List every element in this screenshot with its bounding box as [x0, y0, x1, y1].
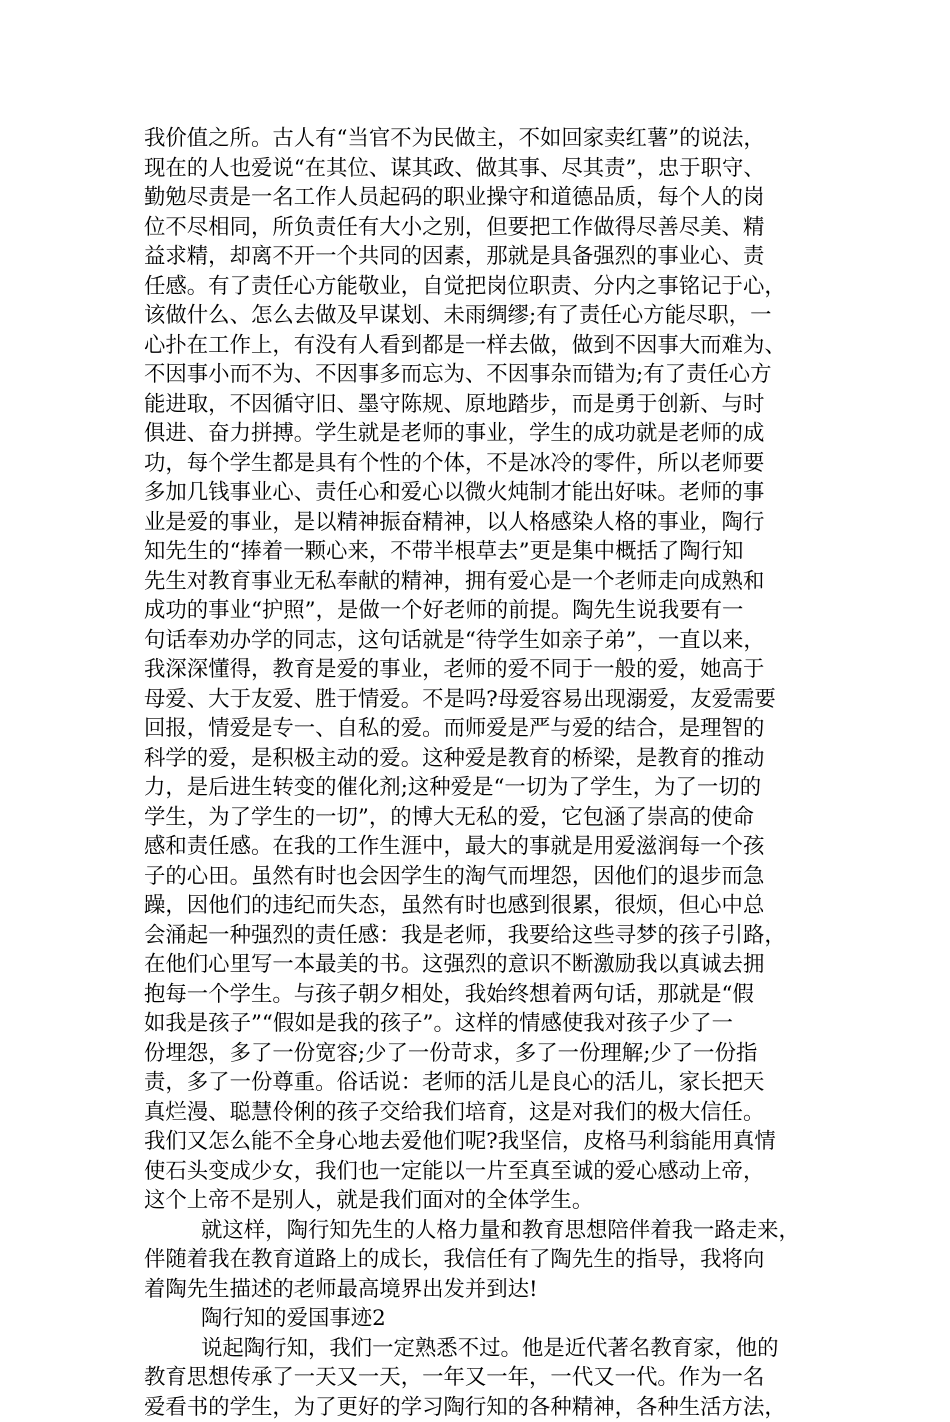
text-line: 科学的爱，是积极主动的爱。这种爱是教育的桥梁，是教育的推动 [144, 744, 832, 774]
text-line: 益求精，却离不开一个共同的因素，那就是具备强烈的事业心、责 [144, 242, 832, 272]
text-line: 子的心田。虽然有时也会因学生的淘气而埋怨，因他们的退步而急 [144, 862, 832, 892]
text-line: 知先生的“捧着一颗心来，不带半根草去”更是集中概括了陶行知 [144, 537, 832, 567]
text-line: 责，多了一份尊重。俗话说：老师的活儿是良心的活儿，家长把天 [144, 1068, 832, 1098]
text-line: 份埋怨，多了一份宽容;少了一份苛求，多了一份理解;少了一份指 [144, 1039, 832, 1069]
section-heading: 陶行知的爱国事迹2 [144, 1304, 832, 1334]
text-line: 俱进、奋力拼搏。学生就是老师的事业，学生的成功就是老师的成 [144, 419, 832, 449]
text-line: 抱每一个学生。与孩子朝夕相处，我始终想着两句话，那就是“假 [144, 980, 832, 1010]
text-line: 爱看书的学生，为了更好的学习陶行知的各种精神，各种生活方法， [144, 1393, 832, 1422]
text-line: 成功的事业“护照”，是做一个好老师的前提。陶先生说我要有一 [144, 596, 832, 626]
text-line: 这个上帝不是别人，就是我们面对的全体学生。 [144, 1186, 832, 1216]
text-line: 会涌起一种强烈的责任感：我是老师，我要给这些寻梦的孩子引路， [144, 921, 832, 951]
text-line: 句话奉劝办学的同志，这句话就是“待学生如亲子弟”，一直以来， [144, 626, 832, 656]
text-line: 业是爱的事业，是以精神振奋精神，以人格感染人格的事业，陶行 [144, 508, 832, 538]
paragraph-start-line: 就这样，陶行知先生的人格力量和教育思想陪伴着我一路走来， [144, 1216, 832, 1246]
text-line: 使石头变成少女，我们也一定能以一片至真至诚的爱心感动上帝， [144, 1157, 832, 1187]
text-line: 能进取，不因循守旧、墨守陈规、原地踏步，而是勇于创新、与时 [144, 390, 832, 420]
text-line: 躁，因他们的违纪而失态，虽然有时也感到很累，很烦，但心中总 [144, 891, 832, 921]
text-line: 该做什么、怎么去做及早谋划、未雨绸缪;有了责任心方能尽职，一 [144, 301, 832, 331]
text-line: 心扑在工作上，有没有人看到都是一样去做，做到不因事大而难为、 [144, 331, 832, 361]
text-line: 如我是孩子”“假如是我的孩子”。这样的情感使我对孩子少了一 [144, 1009, 832, 1039]
text-line: 着陶先生描述的老师最高境界出发并到达! [144, 1275, 832, 1305]
text-line: 感和责任感。在我的工作生涯中，最大的事就是用爱滋润每一个孩 [144, 832, 832, 862]
text-line: 任感。有了责任心方能敬业，自觉把岗位职责、分内之事铭记于心， [144, 272, 832, 302]
text-line: 位不尽相同，所负责任有大小之别，但要把工作做得尽善尽美、精 [144, 213, 832, 243]
text-line: 我们又怎么能不全身心地去爱他们呢?我坚信，皮格马利翁能用真情 [144, 1127, 832, 1157]
text-line: 伴随着我在教育道路上的成长，我信任有了陶先生的指导，我将向 [144, 1245, 832, 1275]
text-line: 功，每个学生都是具有个性的个体，不是冰冷的零件，所以老师要 [144, 449, 832, 479]
paragraph-start-line: 说起陶行知，我们一定熟悉不过。他是近代著名教育家，他的 [144, 1334, 832, 1364]
text-line: 学生，为了学生的一切”，的博大无私的爱，它包涵了崇高的使命 [144, 803, 832, 833]
text-line: 力，是后进生转变的催化剂;这种爱是“一切为了学生，为了一切的 [144, 773, 832, 803]
document-page [144, 124, 832, 1422]
text-line: 现在的人也爱说“在其位、谋其政、做其事、尽其责”，忠于职守、 [144, 154, 832, 184]
text-line: 多加几钱事业心、责任心和爱心以微火炖制才能出好味。老师的事 [144, 478, 832, 508]
text-line: 我价值之所。古人有“当官不为民做主，不如回家卖红薯”的说法， [144, 124, 832, 154]
text-line: 母爱、大于友爱、胜于情爱。不是吗?母爱容易出现溺爱，友爱需要 [144, 685, 832, 715]
text-line: 教育思想传承了一天又一天，一年又一年，一代又一代。作为一名 [144, 1363, 832, 1393]
text-line: 先生对教育事业无私奉献的精神，拥有爱心是一个老师走向成熟和 [144, 567, 832, 597]
text-line: 在他们心里写一本最美的书。这强烈的意识不断激励我以真诚去拥 [144, 950, 832, 980]
text-line: 勤勉尽责是一名工作人员起码的职业操守和道德品质，每个人的岗 [144, 183, 832, 213]
text-line: 回报，情爱是专一、自私的爱。而师爱是严与爱的结合，是理智的 [144, 714, 832, 744]
text-line: 真烂漫、聪慧伶俐的孩子交给我们培育，这是对我们的极大信任。 [144, 1098, 832, 1128]
text-line: 不因事小而不为、不因事多而忘为、不因事杂而错为;有了责任心方 [144, 360, 832, 390]
text-line: 我深深懂得，教育是爱的事业，老师的爱不同于一般的爱，她高于 [144, 655, 832, 685]
